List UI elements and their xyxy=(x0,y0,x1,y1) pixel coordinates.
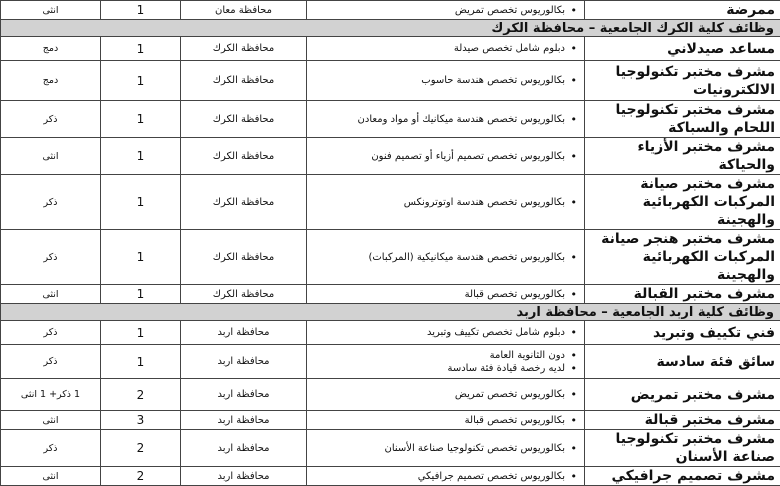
gender-cell: انثى xyxy=(1,138,101,175)
table-row xyxy=(1,1,780,20)
qualification-item: • دون الثانوية العامة xyxy=(312,349,565,362)
qualifications-list xyxy=(312,288,579,301)
count-cell: 1 xyxy=(101,285,181,304)
qualifications-list xyxy=(312,74,579,87)
gender-cell: ذكر xyxy=(1,430,101,467)
job-title-cell: مساعد صيدلاني xyxy=(585,37,780,61)
section-header-title: وظائف كلية اربد الجامعية – محافظة اربد xyxy=(1,304,780,321)
qualification-item: • بكالوريوس تخصص تصميم جرافيكي xyxy=(312,470,565,483)
qualifications-list xyxy=(312,251,579,264)
job-title-cell: مشرف مختبر تكنولوجيا اللحام والسباكة xyxy=(585,101,780,138)
qualification-item: • بكالوريوس تخصص تصميم أزياء أو تصميم فنون xyxy=(312,150,565,163)
qualifications-cell xyxy=(307,285,585,304)
qualification-item: • بكالوريوس تخصص هندسة حاسوب xyxy=(312,74,565,87)
table-row xyxy=(1,37,780,61)
count-cell: 2 xyxy=(101,430,181,467)
qualifications-cell xyxy=(307,467,585,486)
table-row xyxy=(1,138,780,175)
count-cell: 1 xyxy=(101,138,181,175)
gender-cell: دمج xyxy=(1,61,101,101)
qualifications-list xyxy=(312,196,579,209)
job-title-cell: مشرف مختبر تمريض xyxy=(585,379,780,411)
count-cell: 1 xyxy=(101,1,181,20)
qualifications-list xyxy=(312,349,579,375)
location-cell: محافظة اربد xyxy=(181,321,307,345)
location-cell: محافظة اربد xyxy=(181,467,307,486)
job-title-cell: مشرف مختبر صيانة المركبات الكهربائية والهجينة xyxy=(585,175,780,230)
table-row xyxy=(1,101,780,138)
qualification-item: • بكالوريوس تخصص تكنولوجيا صناعة الأسنان xyxy=(312,442,565,455)
job-title-cell: مشرف مختبر هنجر صيانة المركبات الكهربائية والهجينة xyxy=(585,230,780,285)
table-row xyxy=(1,230,780,285)
count-cell: 1 xyxy=(101,37,181,61)
job-title-cell: مشرف تصميم جرافيكي xyxy=(585,467,780,486)
qualifications-cell xyxy=(307,345,585,379)
qualifications-cell xyxy=(307,321,585,345)
section-header-row xyxy=(1,20,780,37)
job-title-cell: مشرف مختبر القبالة xyxy=(585,285,780,304)
location-cell: محافظة الكرك xyxy=(181,230,307,285)
location-cell: محافظة اربد xyxy=(181,430,307,467)
qualifications-cell xyxy=(307,175,585,230)
location-cell: محافظة اربد xyxy=(181,379,307,411)
qualifications-cell xyxy=(307,138,585,175)
gender-cell: ذكر xyxy=(1,321,101,345)
job-title-cell: مشرف مختبر الأزياء والحياكة xyxy=(585,138,780,175)
gender-cell: دمج xyxy=(1,37,101,61)
section-header-title: وظائف كلية الكرك الجامعية – محافظة الكرك xyxy=(1,20,780,37)
count-cell: 1 xyxy=(101,230,181,285)
job-title-cell: سائق فئة سادسة xyxy=(585,345,780,379)
gender-cell: انثى xyxy=(1,1,101,20)
table-row xyxy=(1,285,780,304)
qualifications-list xyxy=(312,42,579,55)
qualification-item: • بكالوريوس تخصص تمريض xyxy=(312,388,565,401)
location-cell: محافظة الكرك xyxy=(181,138,307,175)
qualification-item: • دبلوم شامل تخصص تكييف وتبريد xyxy=(312,326,565,339)
job-title-cell: ممرضة xyxy=(585,1,780,20)
jobs-table-body xyxy=(1,1,780,486)
count-cell: 2 xyxy=(101,467,181,486)
qualifications-list xyxy=(312,414,579,427)
qualification-item: • بكالوريوس تخصص قبالة xyxy=(312,288,565,301)
qualification-item: • بكالوريوس تخصص هندسة ميكانيكية (المركبات) xyxy=(312,251,565,264)
qualification-item: • بكالوريوس تخصص تمريض xyxy=(312,4,565,17)
qualifications-cell xyxy=(307,411,585,430)
job-title-cell: فني تكييف وتبريد xyxy=(585,321,780,345)
qualification-item: • لديه رخصة قيادة فئة سادسة xyxy=(312,362,565,375)
section-header-row xyxy=(1,304,780,321)
location-cell: محافظة الكرك xyxy=(181,37,307,61)
job-title-cell: مشرف مختبر تكنولوجيا صناعة الأسنان xyxy=(585,430,780,467)
table-row xyxy=(1,430,780,467)
job-title-cell: مشرف مختبر تكنولوجيا الالكترونيات xyxy=(585,61,780,101)
table-row xyxy=(1,175,780,230)
location-cell: محافظة معان xyxy=(181,1,307,20)
qualifications-cell xyxy=(307,1,585,20)
job-title-cell: مشرف مختبر قبالة xyxy=(585,411,780,430)
table-row xyxy=(1,411,780,430)
qualifications-list xyxy=(312,150,579,163)
count-cell: 1 xyxy=(101,175,181,230)
location-cell: محافظة الكرك xyxy=(181,175,307,230)
qualifications-cell xyxy=(307,430,585,467)
qualification-item: • دبلوم شامل تخصص صيدلة xyxy=(312,42,565,55)
table-row xyxy=(1,321,780,345)
gender-cell: ذكر xyxy=(1,175,101,230)
gender-cell: ذكر xyxy=(1,345,101,379)
qualifications-cell xyxy=(307,379,585,411)
qualifications-cell xyxy=(307,230,585,285)
qualification-item: • بكالوريوس تخصص هندسة اوتوترونكس xyxy=(312,196,565,209)
gender-cell: انثى xyxy=(1,467,101,486)
gender-cell: ذكر xyxy=(1,230,101,285)
qualifications-list xyxy=(312,442,579,455)
location-cell: محافظة اربد xyxy=(181,345,307,379)
table-row xyxy=(1,61,780,101)
qualifications-list xyxy=(312,388,579,401)
table-row xyxy=(1,345,780,379)
table-row xyxy=(1,467,780,486)
count-cell: 1 xyxy=(101,101,181,138)
location-cell: محافظة الكرك xyxy=(181,101,307,138)
gender-cell: انثى xyxy=(1,285,101,304)
qualifications-list xyxy=(312,113,579,126)
qualifications-cell xyxy=(307,61,585,101)
gender-cell: 1 ذكر+ 1 انثى xyxy=(1,379,101,411)
count-cell: 1 xyxy=(101,61,181,101)
count-cell: 1 xyxy=(101,345,181,379)
qualification-item: • بكالوريوس تخصص قبالة xyxy=(312,414,565,427)
location-cell: محافظة اربد xyxy=(181,411,307,430)
qualifications-cell xyxy=(307,37,585,61)
gender-cell: انثى xyxy=(1,411,101,430)
qualification-item: • بكالوريوس تخصص هندسة ميكانيك أو مواد ومعادن xyxy=(312,113,565,126)
count-cell: 2 xyxy=(101,379,181,411)
location-cell: محافظة الكرك xyxy=(181,285,307,304)
qualifications-list xyxy=(312,470,579,483)
qualifications-list xyxy=(312,326,579,339)
qualifications-list xyxy=(312,4,579,17)
gender-cell: ذكر xyxy=(1,101,101,138)
qualifications-cell xyxy=(307,101,585,138)
location-cell: محافظة الكرك xyxy=(181,61,307,101)
table-row xyxy=(1,379,780,411)
count-cell: 3 xyxy=(101,411,181,430)
count-cell: 1 xyxy=(101,321,181,345)
